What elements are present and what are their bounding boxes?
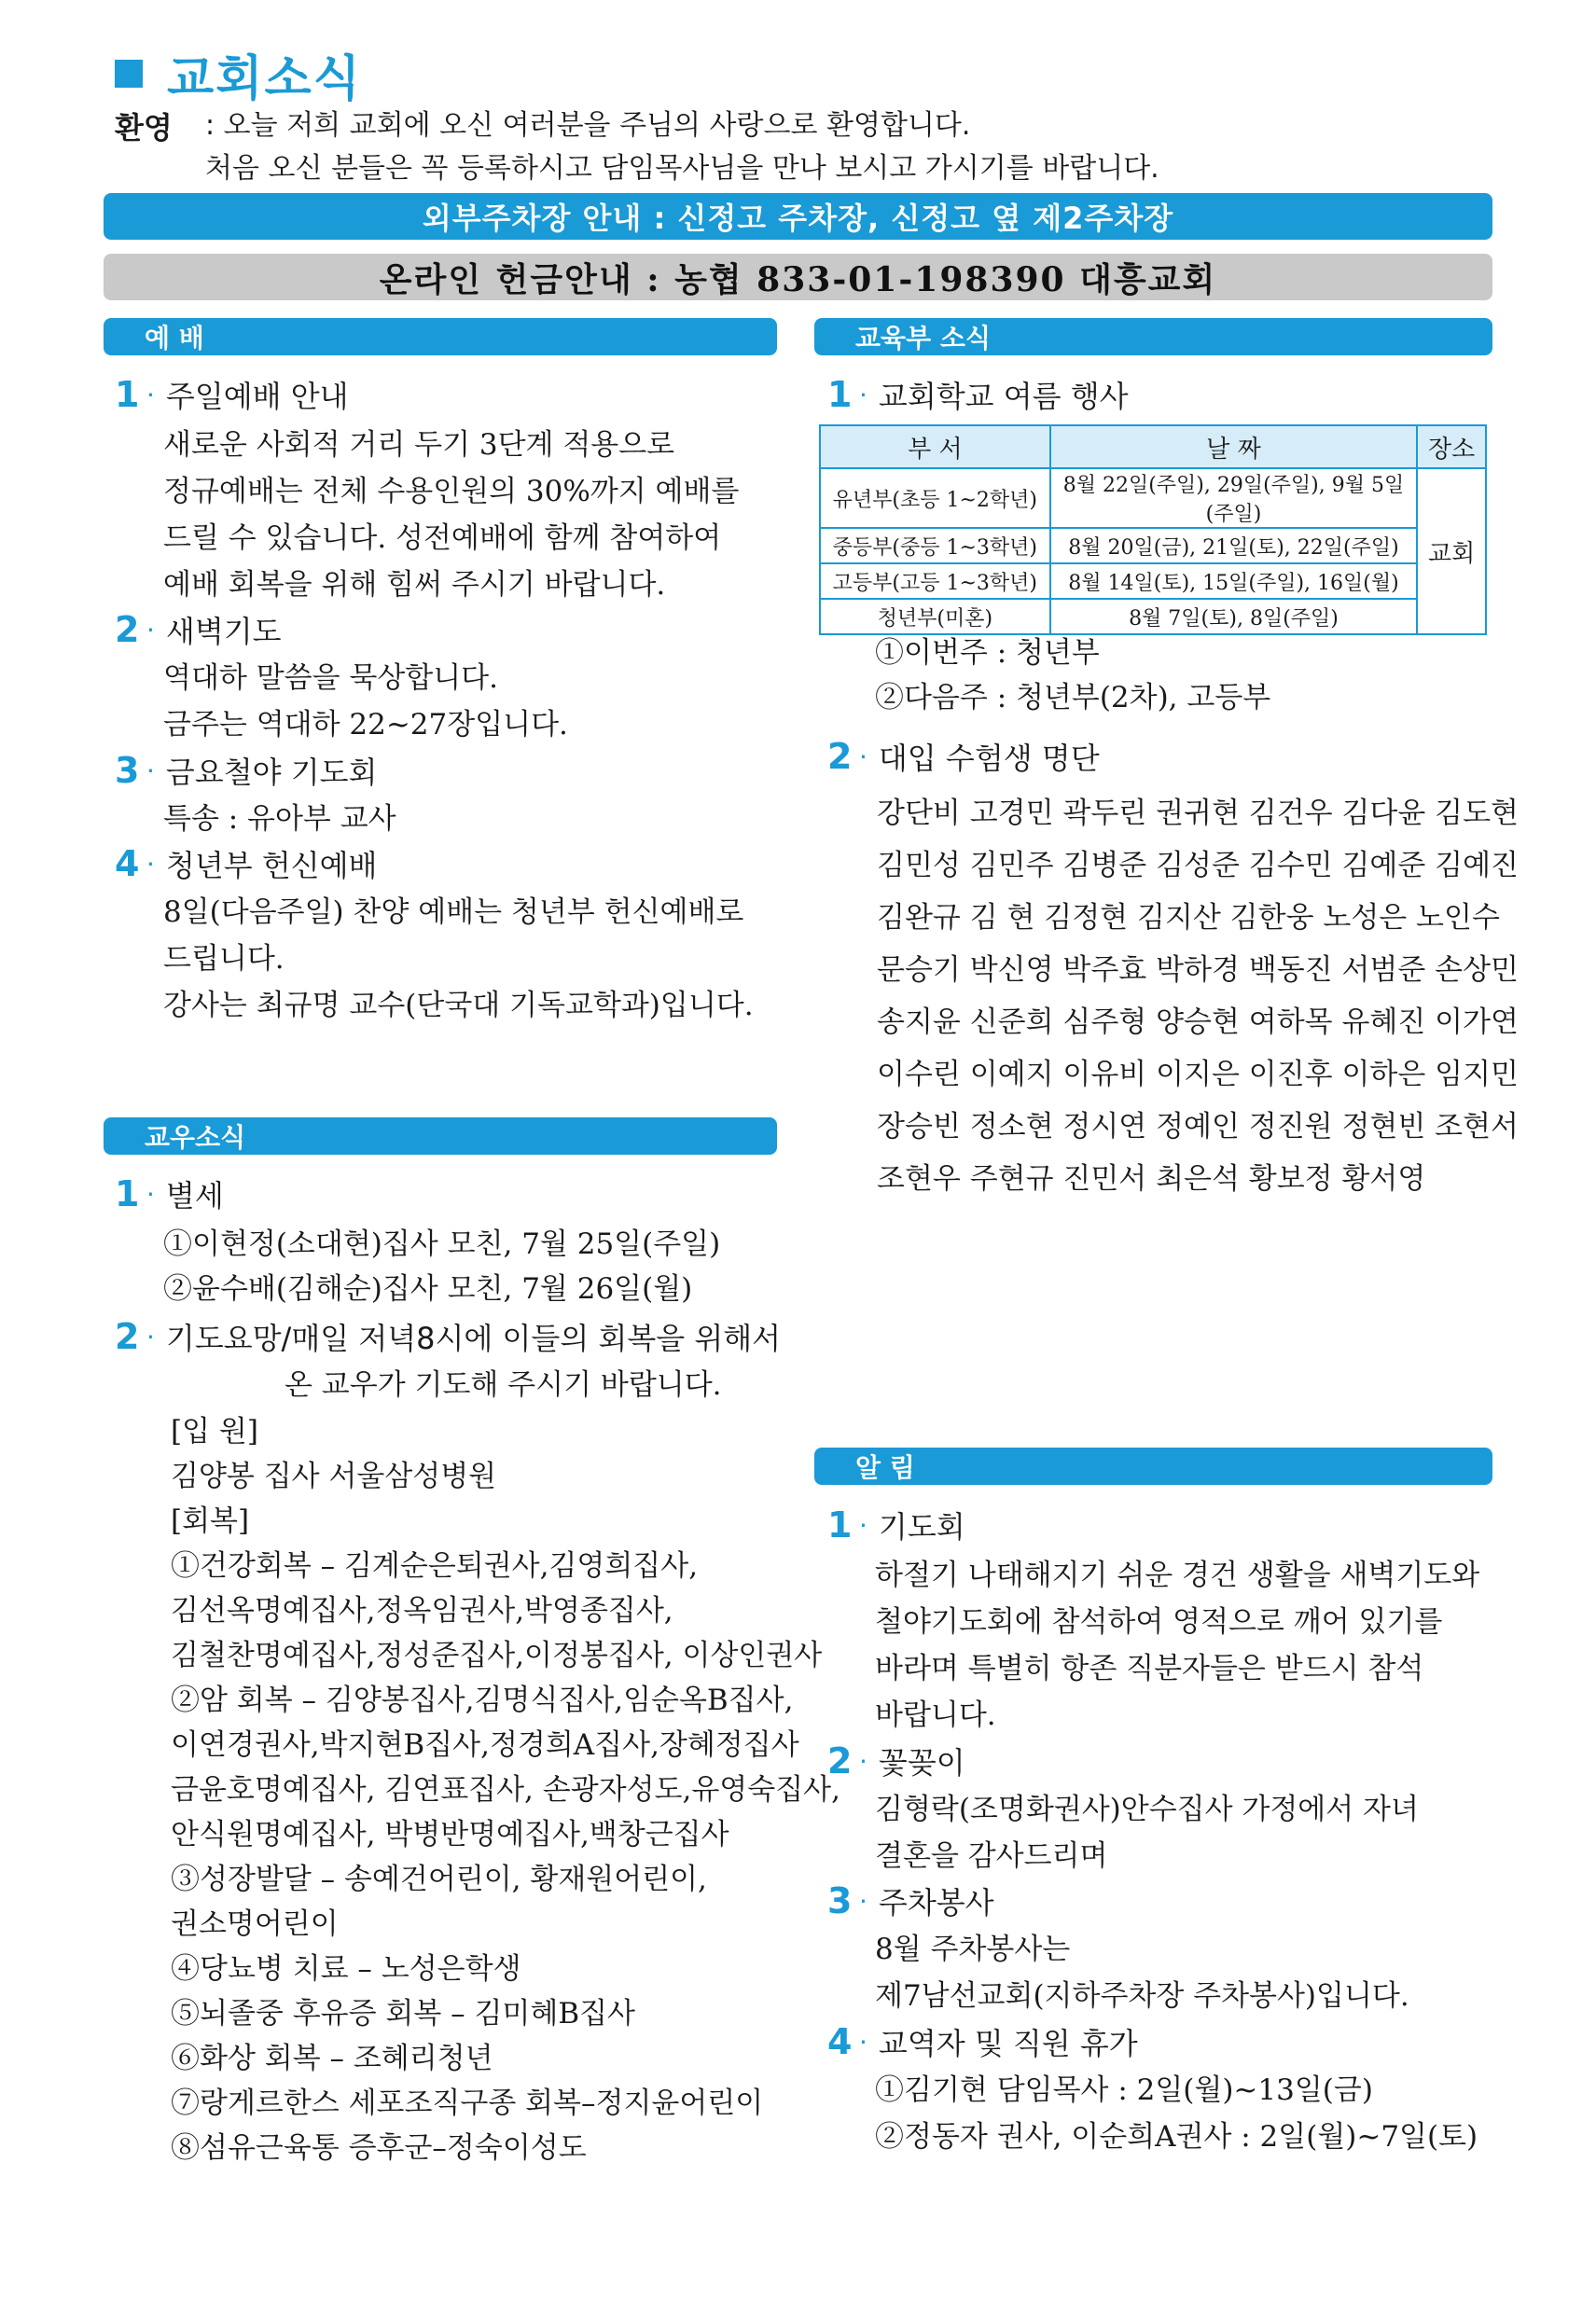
table-cell-dept: 청년부(미혼) [820, 599, 1050, 634]
item-number: 3 [827, 1880, 853, 1921]
notice-item-4-heading [827, 2020, 1138, 2063]
item-number: 1 [115, 1173, 140, 1214]
item-number: 1 [827, 374, 853, 415]
table-row [820, 468, 1486, 528]
square-bullet-icon [115, 60, 143, 88]
education-item-1-heading [827, 373, 1129, 416]
text-line: ④당뇨병 치료 – 노성은학생 [171, 1952, 521, 1986]
table-cell-date: 8월 14일(토), 15일(주일), 16일(월) [1050, 563, 1418, 599]
text-line: 바라며 특별히 항존 직분자들은 받드시 참석 [875, 1652, 1424, 1685]
item-title: 새벽기도 [165, 614, 282, 649]
page-title [115, 45, 362, 107]
text-line: 김형락(조명화권사)안수집사 가정에서 자녀 [875, 1793, 1419, 1826]
notice-item-3-heading [827, 1879, 994, 1922]
item-number: 2 [827, 1740, 853, 1781]
table-header-row [820, 425, 1486, 468]
text-line: 하절기 나태해지기 쉬운 경건 생활을 새벽기도와 [875, 1559, 1480, 1592]
list-item: 조현우 주현규 진민서 최은석 황보정 황서영 [877, 1162, 1426, 1196]
worship-item-3-heading [115, 749, 377, 792]
bullet-dot-icon: · [859, 379, 867, 410]
item-number: 3 [115, 750, 140, 791]
text-line: 특송 : 유아부 교사 [163, 802, 396, 836]
list-item: 장승빈 정소현 정시연 정예인 정진원 정현빈 조현서 [877, 1110, 1519, 1144]
text-line: 김철찬명예집사,정성준집사,이정봉집사, 이상인권사 [171, 1639, 823, 1672]
bullet-dot-icon: · [146, 614, 155, 645]
notice-item-4-body [875, 2067, 1478, 2160]
text-line: ①건강회복 – 김계순은퇴권사,김영희집사, [171, 1549, 699, 1583]
text-line: 드립니다. [163, 942, 285, 976]
welcome-line-1: : 오늘 저희 교회에 오신 여러분을 주님의 사랑으로 환영합니다. [205, 109, 971, 142]
education-item-2-heading [827, 735, 1100, 778]
item-number: 1 [827, 1504, 853, 1546]
item-title: 청년부 헌신예배 [165, 848, 378, 883]
notice-item-2-body [875, 1786, 1419, 1879]
text-line: 김선옥명예집사,정옥임권사,박영종집사, [171, 1594, 673, 1628]
text-line: 바랍니다. [875, 1698, 996, 1732]
table-cell-dept: 유년부(초등 1~2학년) [820, 468, 1050, 528]
worship-item-2-heading [115, 608, 282, 651]
item-number: 2 [115, 1316, 140, 1357]
bullet-dot-icon: · [146, 848, 155, 880]
worship-item-2-body [163, 655, 568, 748]
list-item: 문승기 박신영 박주효 박하경 백동진 서범준 손상민 [877, 953, 1519, 987]
worship-item-4-body [163, 889, 754, 1029]
item-title: 금요철야 기도회 [165, 755, 378, 790]
item-title: 주일예배 안내 [165, 379, 349, 414]
page-title-text: 교회소식 [167, 50, 362, 107]
list-item: 김민성 김민주 김병준 김성준 김수민 김예준 김예진 [877, 849, 1519, 882]
section-header-worship: 예 배 [104, 318, 777, 355]
members-item-2-indent-line: 온 교우가 기도해 주시기 바랍니다. [285, 1368, 722, 1402]
text-line: ⑥화상 회복 – 조혜리청년 [171, 2042, 493, 2075]
text-line: 8월 주차봉사는 [875, 1933, 1071, 1966]
table-row [820, 563, 1486, 599]
text-line: 예배 회복을 위해 힘써 주시기 바랍니다. [163, 568, 666, 602]
text-line: 철야기도회에 참석하여 영적으로 깨어 있기를 [875, 1605, 1443, 1639]
table-row [820, 599, 1486, 634]
item-title: 기도회 [878, 1509, 965, 1545]
item-title: 별세 [165, 1178, 224, 1213]
table-header-date: 날 짜 [1050, 425, 1418, 468]
text-line: ③성장발달 – 송예건어린이, 황재원어린이, [171, 1863, 707, 1896]
item-title: 교역자 및 직원 휴가 [878, 2026, 1138, 2061]
notice-item-2-heading [827, 1740, 965, 1782]
members-item-1-body [163, 1222, 720, 1311]
text-line: 정규예배는 전체 수용인원의 30%까지 예배를 [163, 475, 740, 508]
item-number: 2 [827, 736, 853, 777]
text-line: ⑦랑게르한스 세포조직구종 회복–정지윤어린이 [171, 2086, 764, 2120]
item-title: 기도요망/매일 저녁8시에 이들의 회복을 위해서 [165, 1321, 782, 1356]
text-line: 권소명어린이 [171, 1907, 339, 1941]
text-line: ②암 회복 – 김양봉집사,김명식집사,임순옥B집사, [171, 1684, 794, 1717]
bullet-dot-icon: · [146, 1178, 155, 1210]
hospital-label: [입 원] [171, 1415, 258, 1449]
text-line: 역대하 말씀을 묵상합니다. [163, 661, 498, 695]
table-header-place: 장소 [1417, 425, 1486, 468]
bullet-dot-icon: · [859, 2026, 867, 2058]
notice-item-1-heading [827, 1504, 965, 1546]
worship-item-4-heading [115, 842, 377, 885]
members-item-1-heading [115, 1172, 224, 1215]
bullet-dot-icon: · [859, 741, 867, 772]
text-line: 강사는 최규명 교수(단국대 기독교학과)입니다. [163, 989, 754, 1022]
list-item: 이수린 이예지 이유비 이지은 이진후 이하은 임지민 [877, 1058, 1519, 1091]
list-item: 김완규 김 현 김정현 김지산 김한웅 노성은 노인수 [877, 901, 1500, 935]
text-line: ⑧섬유근육통 증후군–정숙이성도 [171, 2131, 587, 2165]
text-line: ②윤수배(김해순)집사 모친, 7월 26일(월) [163, 1272, 693, 1306]
text-line: 드릴 수 있습니다. 성전예배에 함께 참여하여 [163, 521, 722, 555]
table-cell-dept: 고등부(고등 1~3학년) [820, 563, 1050, 599]
parking-banner: 외부주차장 안내 : 신정고 주차장, 신정고 옆 제2주차장 [104, 193, 1492, 240]
notice-item-1-body [875, 1552, 1479, 1739]
text-line: 결혼을 감사드리며 [875, 1839, 1108, 1873]
table-cell-date: 8월 22일(주일), 29일(주일), 9월 5일(주일) [1050, 468, 1418, 528]
text-line: 안식원명예집사, 박병반명예집사,백창근집사 [171, 1818, 729, 1851]
bullet-dot-icon: · [859, 1509, 867, 1541]
text-line: 제7남선교회(지하주차장 주차봉사)입니다. [875, 1979, 1409, 2013]
item-title: 주차봉사 [878, 1885, 994, 1920]
section-header-notice: 알 림 [814, 1448, 1492, 1485]
table-header-dept: 부 서 [820, 425, 1050, 468]
worship-item-1-heading [115, 373, 349, 416]
worship-item-1-body [163, 422, 739, 608]
hospital-line: 김양봉 집사 서울삼성병원 [171, 1460, 497, 1493]
section-header-education: 교육부 소식 [814, 318, 1492, 355]
offering-banner: 온라인 헌금안내 : 농협 833-01-198390 대흥교회 [104, 254, 1492, 300]
text-line: ①김기현 담임목사 : 2일(월)~13일(금) [875, 2073, 1373, 2107]
bullet-dot-icon: · [146, 1321, 155, 1352]
text-line: 금주는 역대하 22~27장입니다. [163, 708, 568, 742]
bullet-dot-icon: · [146, 379, 155, 410]
text-line: 8일(다음주일) 찬양 예배는 청년부 헌신예배로 [163, 895, 744, 929]
item-title: 대입 수험생 명단 [878, 741, 1100, 776]
item-title: 꽃꽂이 [878, 1745, 965, 1781]
text-line: ①이현정(소대현)집사 모친, 7월 25일(주일) [163, 1227, 721, 1261]
section-header-members: 교우소식 [104, 1117, 777, 1155]
list-item: 강단비 고경민 곽두린 권귀현 김건우 김다윤 김도현 [877, 797, 1519, 830]
recovery-label: [회복] [171, 1504, 250, 1538]
text-line: ②다음주 : 청년부(2차), 고등부 [875, 681, 1271, 714]
text-line: ⑤뇌졸중 후유증 회복 – 김미혜B집사 [171, 1997, 635, 2031]
list-item: 송지윤 신준희 심주형 양승현 여하목 유혜진 이가연 [877, 1005, 1519, 1039]
notice-item-3-body [875, 1926, 1409, 2019]
welcome-label: 환영 [115, 110, 173, 146]
item-number: 4 [115, 843, 140, 884]
bullet-dot-icon: · [859, 1745, 867, 1777]
bullet-dot-icon: · [859, 1885, 867, 1917]
bullet-dot-icon: · [146, 755, 155, 786]
item-number: 2 [115, 609, 140, 650]
summer-events-table [819, 424, 1487, 635]
text-line: 새로운 사회적 거리 두기 3단계 적용으로 [163, 428, 675, 462]
text-line: ②정동자 권사, 이순희A권사 : 2일(월)~7일(토) [875, 2120, 1478, 2154]
exam-students-list [877, 787, 1519, 1205]
education-notes [875, 631, 1270, 720]
text-line: ①이번주 : 청년부 [875, 636, 1100, 670]
members-item-2-heading [115, 1315, 781, 1358]
table-cell-date: 8월 7일(토), 8일(주일) [1050, 599, 1418, 634]
welcome-line-2: 처음 오신 분들은 꼭 등록하시고 담임목사님을 만나 보시고 가시기를 바랍니다. [205, 152, 1159, 185]
table-row [820, 528, 1486, 563]
text-line: 금윤호명예집사, 김연표집사, 손광자성도,유영숙집사, [171, 1773, 840, 1807]
table-cell-date: 8월 20일(금), 21일(토), 22일(주일) [1050, 528, 1418, 563]
members-hospital-block [171, 1409, 840, 2170]
text-line: 이연경권사,박지현B집사,정경희A집사,장혜정집사 [171, 1728, 799, 1762]
item-number: 4 [827, 2021, 853, 2062]
item-number: 1 [115, 374, 140, 415]
worship-item-3-body [163, 796, 396, 842]
table-cell-place: 교회 [1417, 468, 1486, 634]
item-title: 교회학교 여름 행사 [878, 379, 1129, 414]
table-cell-dept: 중등부(중등 1~3학년) [820, 528, 1050, 563]
